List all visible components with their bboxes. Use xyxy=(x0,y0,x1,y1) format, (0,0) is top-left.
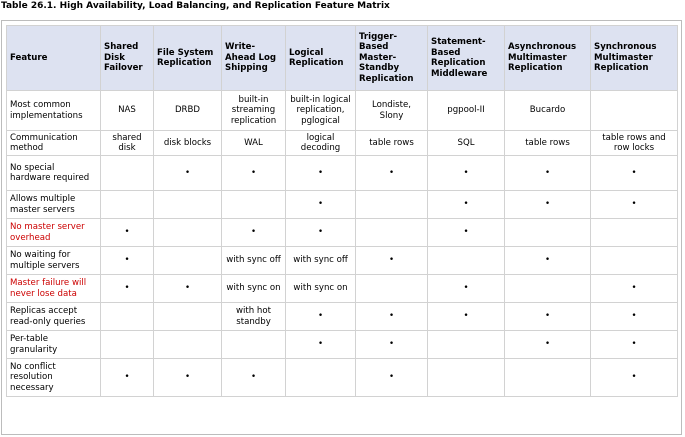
matrix-cell: table rows xyxy=(356,131,428,156)
feature-label: No conflict resolution necessary xyxy=(7,359,101,397)
header-statement-based: Statement-Based Replication Middleware xyxy=(428,26,505,91)
feature-matrix-table xyxy=(6,25,678,397)
matrix-cell xyxy=(222,191,286,219)
feature-label: Allows multiple master servers xyxy=(7,191,101,219)
feature-label: No special hardware required xyxy=(7,156,101,191)
matrix-cell: disk blocks xyxy=(154,131,222,156)
matrix-cell: table rows and row locks xyxy=(591,131,678,156)
feature-label: No waiting for multiple servers xyxy=(7,247,101,275)
matrix-cell: • xyxy=(356,156,428,191)
matrix-cell: shared disk xyxy=(101,131,154,156)
matrix-cell xyxy=(356,219,428,247)
matrix-cell: • xyxy=(505,156,591,191)
matrix-cell: • xyxy=(428,156,505,191)
matrix-cell: with sync on xyxy=(222,275,286,303)
table-row xyxy=(7,275,678,303)
matrix-cell xyxy=(101,191,154,219)
matrix-cell: • xyxy=(428,191,505,219)
matrix-cell: • xyxy=(286,303,356,331)
table-row xyxy=(7,156,678,191)
matrix-cell: • xyxy=(101,275,154,303)
matrix-cell: • xyxy=(591,275,678,303)
matrix-cell: • xyxy=(591,359,678,397)
matrix-cell: • xyxy=(286,219,356,247)
matrix-cell xyxy=(428,247,505,275)
matrix-cell: logical decoding xyxy=(286,131,356,156)
feature-label: Per-table granularity xyxy=(7,331,101,359)
matrix-cell: • xyxy=(286,191,356,219)
matrix-cell: • xyxy=(356,331,428,359)
matrix-cell: with sync on xyxy=(286,275,356,303)
matrix-cell xyxy=(505,359,591,397)
matrix-cell: • xyxy=(505,331,591,359)
matrix-cell: • xyxy=(356,247,428,275)
matrix-cell: • xyxy=(222,359,286,397)
matrix-cell xyxy=(154,191,222,219)
matrix-cell: • xyxy=(505,303,591,331)
table-row xyxy=(7,331,678,359)
table-row xyxy=(7,219,678,247)
matrix-cell xyxy=(356,191,428,219)
table-caption: Table 26.1. High Availability, Load Balancing, and Replication Feature Matrix xyxy=(1,1,390,11)
matrix-cell: • xyxy=(222,219,286,247)
matrix-cell: built-in streaming replication xyxy=(222,91,286,131)
matrix-cell xyxy=(505,219,591,247)
header-trigger-based: Trigger-Based Master-Standby Replication xyxy=(356,26,428,91)
matrix-cell xyxy=(101,331,154,359)
matrix-cell: NAS xyxy=(101,91,154,131)
matrix-cell: • xyxy=(591,156,678,191)
matrix-cell: • xyxy=(356,359,428,397)
matrix-cell xyxy=(154,219,222,247)
matrix-cell: Bucardo xyxy=(505,91,591,131)
table-row xyxy=(7,303,678,331)
matrix-cell: table rows xyxy=(505,131,591,156)
matrix-cell: • xyxy=(356,303,428,331)
header-file-system-replication: File System Replication xyxy=(154,26,222,91)
matrix-cell xyxy=(428,331,505,359)
matrix-cell xyxy=(505,275,591,303)
matrix-cell: WAL xyxy=(222,131,286,156)
matrix-cell: built-in logical replication, pglogical xyxy=(286,91,356,131)
matrix-cell: with sync off xyxy=(286,247,356,275)
matrix-cell: • xyxy=(428,219,505,247)
matrix-cell xyxy=(356,275,428,303)
matrix-cell: • xyxy=(505,191,591,219)
matrix-cell: pgpool-II xyxy=(428,91,505,131)
header-logical-replication: Logical Replication xyxy=(286,26,356,91)
matrix-cell xyxy=(591,219,678,247)
matrix-cell xyxy=(591,247,678,275)
matrix-cell: • xyxy=(591,303,678,331)
matrix-cell: • xyxy=(101,219,154,247)
matrix-cell: • xyxy=(154,156,222,191)
matrix-cell: • xyxy=(428,275,505,303)
matrix-cell: • xyxy=(591,331,678,359)
feature-label[interactable]: Master failure will never lose data xyxy=(7,275,101,303)
table-row xyxy=(7,91,678,131)
matrix-body xyxy=(7,91,678,397)
matrix-cell: with hot standby xyxy=(222,303,286,331)
header-async-multimaster: Asynchronous Multimaster Replication xyxy=(505,26,591,91)
header-sync-multimaster: Synchronous Multimaster Replication xyxy=(591,26,678,91)
matrix-cell: with sync off xyxy=(222,247,286,275)
matrix-cell: • xyxy=(428,303,505,331)
feature-label: Replicas accept read-only queries xyxy=(7,303,101,331)
matrix-cell xyxy=(428,359,505,397)
feature-matrix-container xyxy=(1,20,682,435)
feature-label: Communication method xyxy=(7,131,101,156)
matrix-cell xyxy=(154,303,222,331)
matrix-cell xyxy=(154,247,222,275)
feature-label[interactable]: No master server overhead xyxy=(7,219,101,247)
matrix-cell: DRBD xyxy=(154,91,222,131)
matrix-cell xyxy=(286,359,356,397)
matrix-cell: SQL xyxy=(428,131,505,156)
matrix-cell: • xyxy=(154,275,222,303)
matrix-cell: Londiste, Slony xyxy=(356,91,428,131)
header-shared-disk-failover: Shared Disk Failover xyxy=(101,26,154,91)
matrix-cell xyxy=(154,331,222,359)
matrix-cell: • xyxy=(286,156,356,191)
matrix-cell xyxy=(101,156,154,191)
table-row xyxy=(7,247,678,275)
table-row xyxy=(7,131,678,156)
header-row xyxy=(7,26,678,91)
table-row xyxy=(7,359,678,397)
matrix-cell xyxy=(591,91,678,131)
matrix-cell: • xyxy=(154,359,222,397)
matrix-cell: • xyxy=(591,191,678,219)
matrix-cell: • xyxy=(101,359,154,397)
matrix-cell: • xyxy=(101,247,154,275)
matrix-cell: • xyxy=(505,247,591,275)
header-wal-shipping: Write-Ahead Log Shipping xyxy=(222,26,286,91)
feature-label: Most common implementations xyxy=(7,91,101,131)
matrix-cell: • xyxy=(222,156,286,191)
matrix-cell xyxy=(222,331,286,359)
matrix-cell: • xyxy=(286,331,356,359)
matrix-cell xyxy=(101,303,154,331)
header-feature: Feature xyxy=(7,26,101,91)
table-row xyxy=(7,191,678,219)
